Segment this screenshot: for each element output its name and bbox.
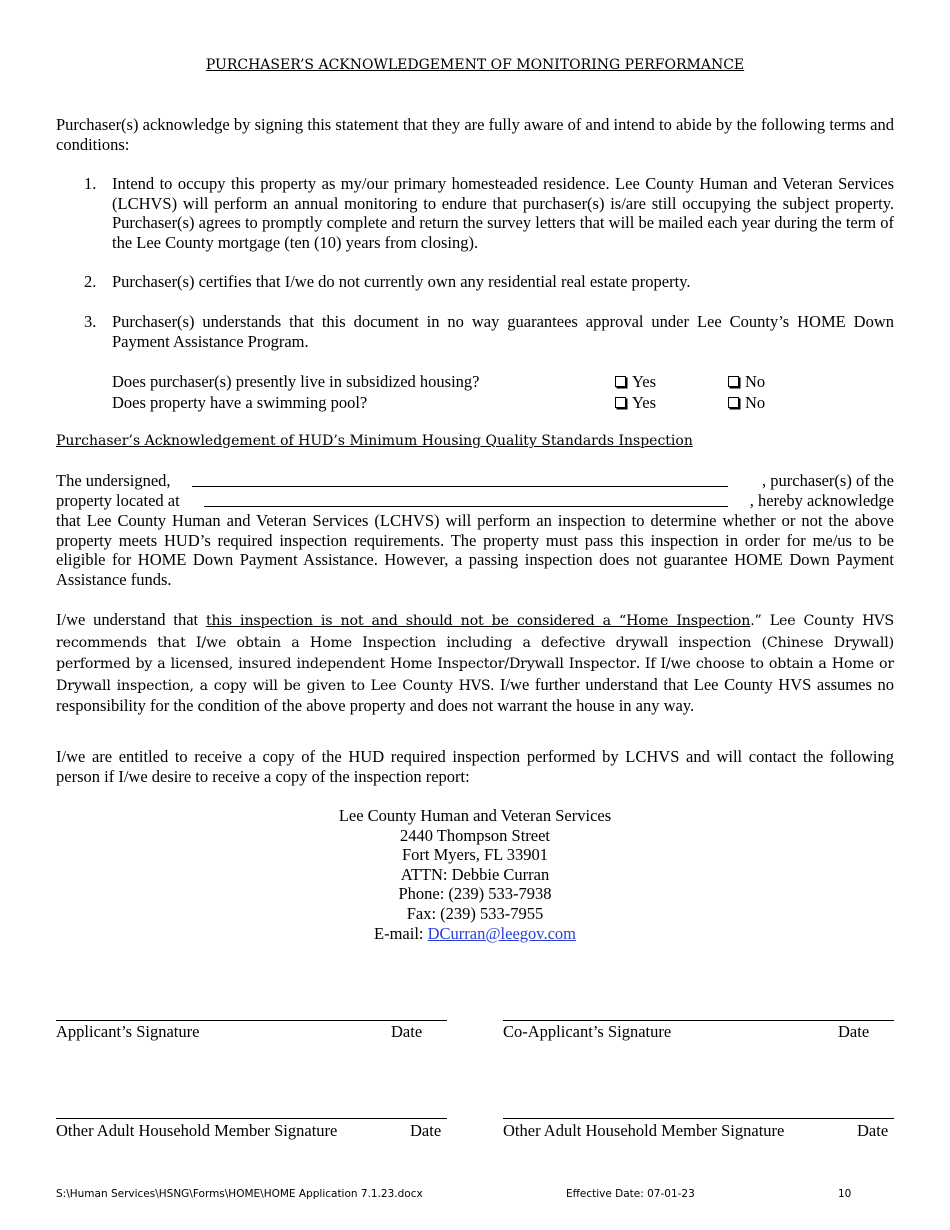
home-inspection-paragraph xyxy=(56,610,894,716)
purchaser-of-label: , purchaser(s) of the xyxy=(762,471,894,490)
other-member-1-date-label: Date xyxy=(410,1121,442,1140)
contact-attn: ATTN: Debbie Curran xyxy=(400,864,550,884)
page-title: PURCHASER’S ACKNOWLEDGEMENT OF MONITORING PERFORMANCE xyxy=(205,57,745,73)
yes-label: Yes xyxy=(632,393,657,412)
yes-label: Yes xyxy=(632,372,657,391)
term-2-text: Purchaser(s) certifies that I/we do not currently own any residential real estate property. xyxy=(112,272,691,291)
other-member-1-signature-label: Other Adult Household Member Signature xyxy=(56,1121,338,1140)
checkbox-icon[interactable] xyxy=(615,397,626,408)
copy-notice: If I/we choose to obtain a Home or Drywall inspection, a copy will be given to Lee County HVS. xyxy=(56,656,895,694)
no-label: No xyxy=(745,393,766,412)
term-1-number: 1. xyxy=(84,174,97,193)
email-label: E-mail: xyxy=(374,923,428,943)
footer-effective-date: Effective Date: 07-01-23 xyxy=(566,1188,695,1200)
contact-org: Lee County Human and Veteran Services xyxy=(338,806,612,825)
other-member-1-signature-line[interactable] xyxy=(56,1118,447,1119)
understand-intro: I/we understand that xyxy=(56,610,206,629)
checkbox-icon[interactable] xyxy=(728,397,739,408)
other-member-2-signature-label: Other Adult Household Member Signature xyxy=(503,1121,785,1140)
hereby-acknowledge-label: , hereby acknowledge xyxy=(749,491,894,510)
undersigned-label: The undersigned, xyxy=(56,471,171,490)
coapplicant-date-label: Date xyxy=(838,1022,870,1041)
purchaser-name-field[interactable] xyxy=(192,486,728,487)
recommendation-text: .” Lee County HVS recommends that I/we obtain a Home Inspection including a defective drywall inspection (Chinese Drywall) performed by a licensed, insured independent Home Inspector/Drywall Inspector xyxy=(56,613,894,673)
not-home-inspection-notice: this inspection is not and should not be considered a “Home Inspection xyxy=(205,613,751,629)
question-pool: Does property have a swimming pool? xyxy=(112,393,368,412)
applicant-signature-label: Applicant’s Signature xyxy=(56,1022,200,1041)
term-2-number: 2. xyxy=(84,272,97,291)
applicant-date-label: Date xyxy=(391,1022,423,1041)
checkbox-icon[interactable] xyxy=(615,376,626,387)
question-subsidized: Does purchaser(s) presently live in subsidized housing? xyxy=(112,372,480,391)
no-responsibility-text: I/we further understand that Lee County HVS assumes no responsibility for the condition of the above property and does not warrant the house in any way. xyxy=(56,674,894,716)
pool-no-option[interactable] xyxy=(728,393,765,413)
contact-street: 2440 Thompson Street xyxy=(399,825,551,845)
term-1-text: Intend to occupy this property as my/our primary homesteaded residence. Lee County Human and Veteran Services (LCHVS) will perform an annual monitoring to endure that purchaser(s) is/are still occupying the subject property. Purchaser(s) agrees to promptly complete and return the survey letters that will be mailed each year during the term of the Lee County mortgage (ten (10) years from closing). xyxy=(112,174,894,252)
footer-page-number: 10 xyxy=(838,1188,852,1200)
subsidized-yes-option[interactable] xyxy=(615,372,656,392)
contact-fax: Fax: (239) 533-7955 xyxy=(406,904,544,923)
no-label: No xyxy=(745,372,766,391)
hqs-paragraph: that Lee County Human and Veteran Services (LCHVS) will perform an inspection to determine whether or not the above property meets HUD’s required inspection requirements. The property must pass this inspection in order for me/us to be eligible for HOME Down Payment Assistance. However, a passing inspection does not guarantee HOME Down Payment Assistance funds. xyxy=(56,511,894,589)
separator: . xyxy=(635,653,645,673)
entitled-paragraph: I/we are entitled to receive a copy of the HUD required inspection performed by LCHVS and will contact the following person if I/we desire to receive a copy of the inspection report: xyxy=(56,747,894,786)
pool-yes-option[interactable] xyxy=(615,393,656,413)
email-link[interactable]: DCurran@leegov.com xyxy=(427,923,576,943)
hqs-heading: Purchaser’s Acknowledgement of HUD’s Minimum Housing Quality Standards Inspection xyxy=(56,433,693,449)
other-member-2-date-label: Date xyxy=(857,1121,889,1140)
footer-file-path: S:\Human Services\HSNG\Forms\HOME\HOME Application 7.1.23.docx xyxy=(56,1188,423,1200)
checkbox-icon[interactable] xyxy=(728,376,739,387)
term-3-number: 3. xyxy=(84,312,97,331)
property-address-field[interactable] xyxy=(204,506,728,507)
contact-phone: Phone: (239) 533-7938 xyxy=(398,884,552,904)
subsidized-no-option[interactable] xyxy=(728,372,765,392)
property-located-label: property located at xyxy=(56,491,180,510)
term-3-text: Purchaser(s) understands that this document in no way guarantees approval under Lee County’s HOME Down Payment Assistance Program. xyxy=(112,312,894,351)
other-member-2-signature-line[interactable] xyxy=(503,1118,894,1119)
applicant-signature-line[interactable] xyxy=(56,1020,447,1021)
coapplicant-signature-line[interactable] xyxy=(503,1020,894,1021)
contact-email-line xyxy=(0,924,950,944)
coapplicant-signature-label: Co-Applicant’s Signature xyxy=(503,1022,672,1041)
intro-paragraph: Purchaser(s) acknowledge by signing this statement that they are fully aware of and intend to abide by the following terms and conditions: xyxy=(56,115,894,154)
contact-city: Fort Myers, FL 33901 xyxy=(401,845,549,865)
